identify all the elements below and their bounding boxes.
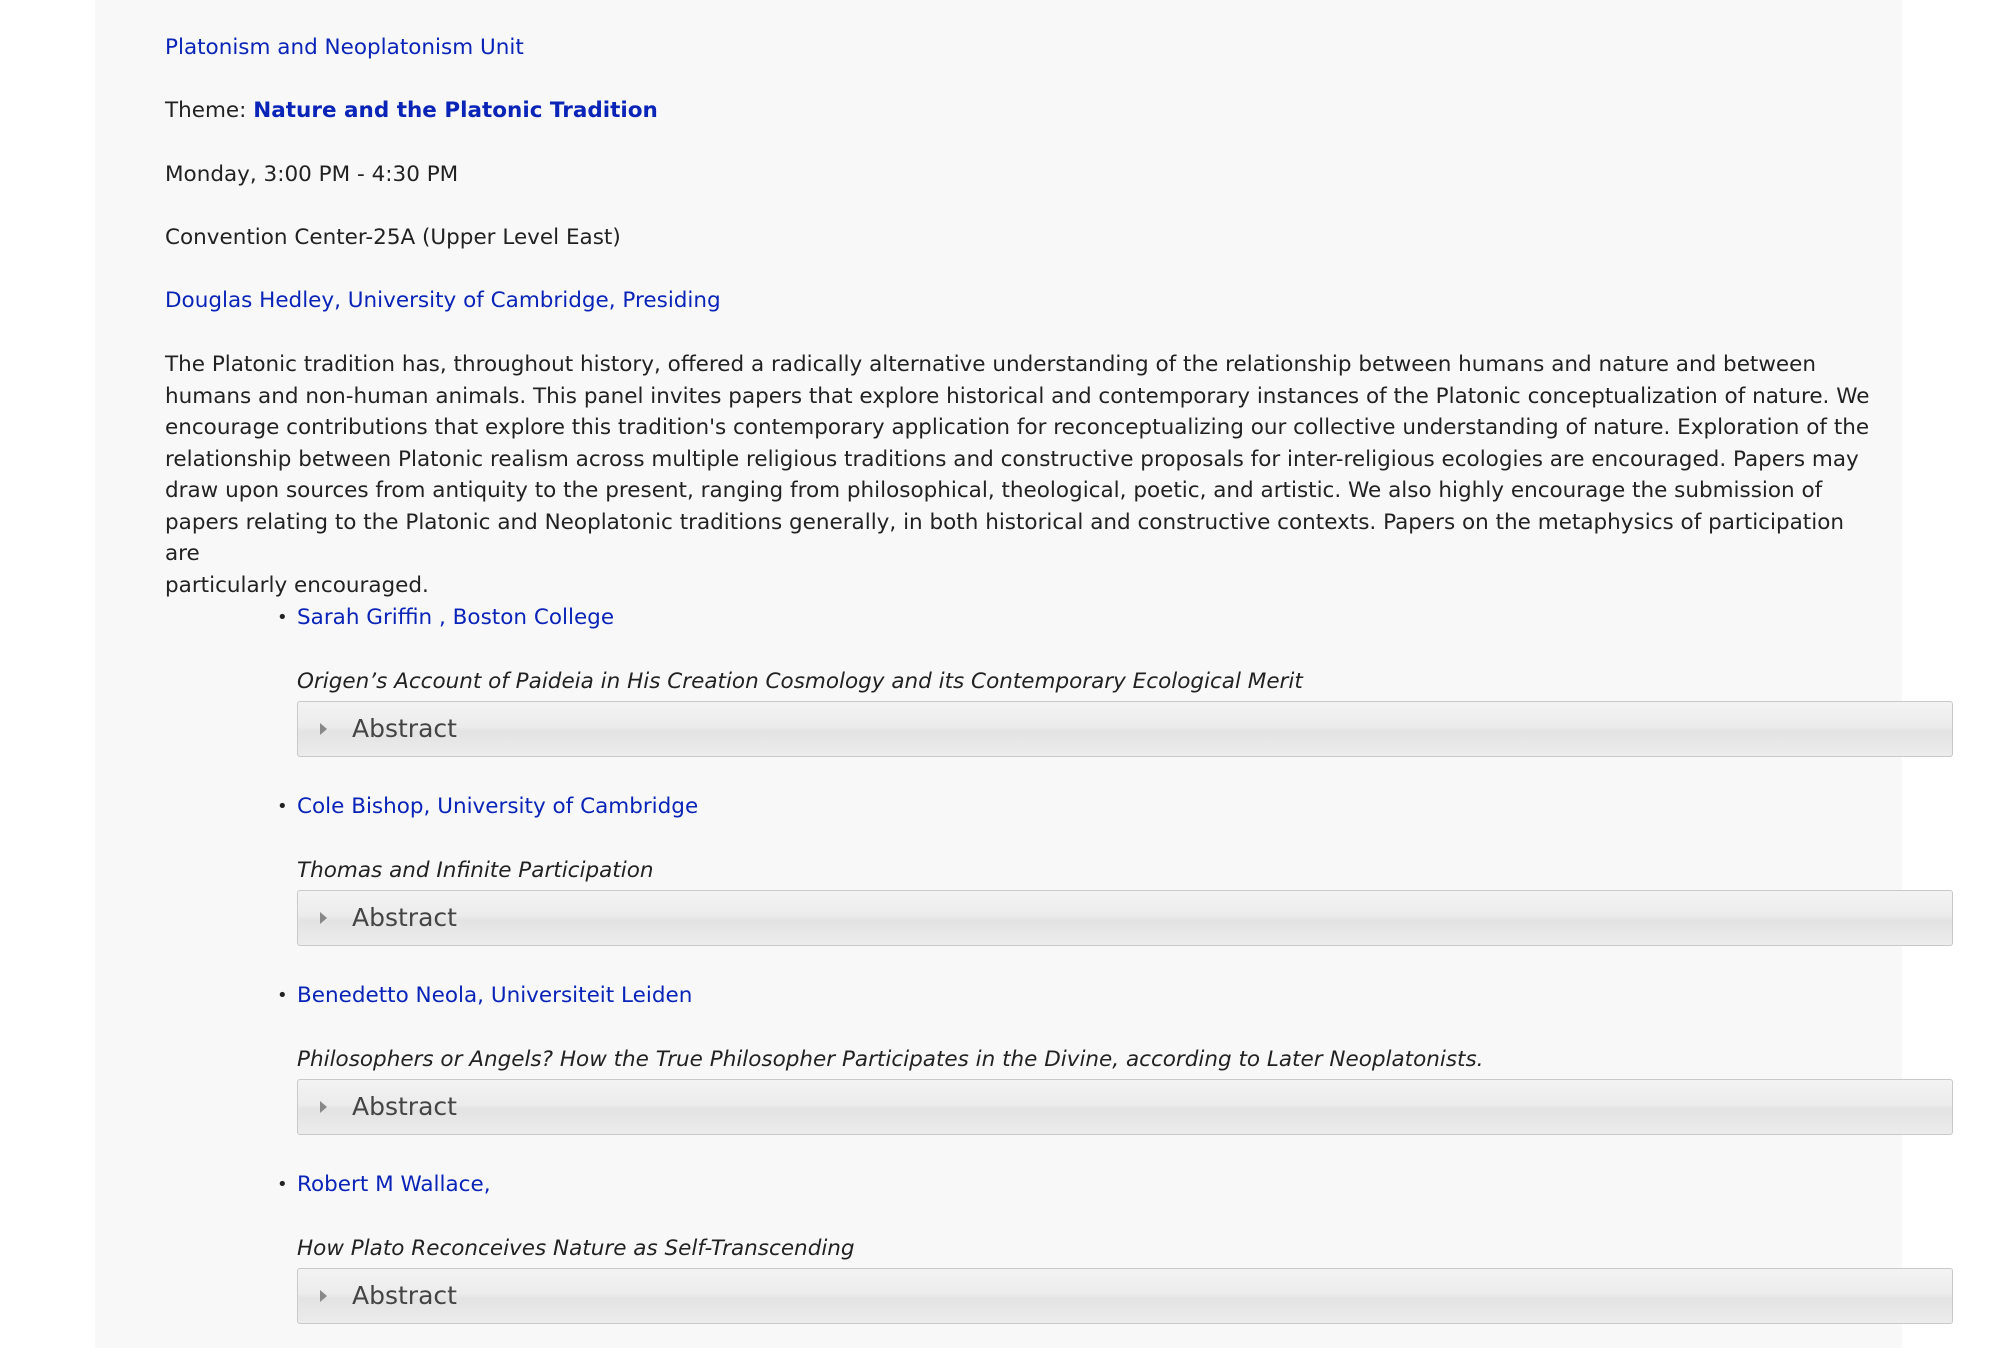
bullet: •: [277, 607, 288, 628]
description-line: particularly encouraged.: [165, 572, 429, 598]
session-description: [165, 349, 1885, 601]
paper-title-2: Thomas and Infinite Participation: [297, 858, 654, 883]
unit-name[interactable]: [165, 33, 524, 63]
abstract-toggle-2[interactable]: [297, 890, 1953, 946]
author-link[interactable]: Benedetto Neola, Universiteit Leiden: [297, 983, 693, 1008]
session-time: Monday, 3:00 PM - 4:30 PM: [165, 162, 459, 187]
paper-author-3[interactable]: [277, 981, 693, 1011]
theme-line: [165, 96, 658, 126]
theme-label: Theme:: [165, 98, 247, 123]
disclosure-arrow-icon: [320, 1101, 327, 1113]
paper-title-4: How Plato Reconceives Nature as Self-Transcending: [297, 1236, 855, 1261]
abstract-toggle-1[interactable]: [297, 701, 1953, 757]
abstract-label: Abstract: [352, 1281, 457, 1310]
paper-author-4[interactable]: [277, 1170, 491, 1200]
unit-link[interactable]: Platonism and Neoplatonism Unit: [165, 35, 524, 60]
description-line: The Platonic tradition has, throughout history, offered a radically alternative understanding of the relationship between humans and nature and between: [165, 352, 1817, 377]
description-line: relationship between Platonic realism across multiple religious traditions and constructive proposals for inter-religious ecologies are encouraged. Papers may: [165, 446, 1859, 472]
bullet: •: [277, 796, 288, 817]
description-line: humans and non-human animals. This panel invites papers that explore historical and contemporary instances of the Platonic conceptualization of nature. We: [165, 383, 1870, 409]
abstract-toggle-3[interactable]: [297, 1079, 1953, 1135]
abstract-label: Abstract: [352, 1092, 457, 1121]
disclosure-arrow-icon: [320, 912, 327, 924]
abstract-label: Abstract: [352, 714, 457, 743]
paper-author-1[interactable]: [277, 603, 615, 633]
paper-title-1: Origen’s Account of Paideia in His Creation Cosmology and its Contemporary Ecological Merit: [297, 669, 1303, 694]
disclosure-arrow-icon: [320, 723, 327, 735]
bullet: •: [277, 985, 288, 1006]
abstract-toggle-4[interactable]: [297, 1268, 1953, 1324]
abstract-label: Abstract: [352, 903, 457, 932]
paper-author-2[interactable]: [277, 792, 699, 822]
description-line: encourage contributions that explore this tradition's contemporary application for reconceptualizing our collective understanding of nature. Exploration of the: [165, 415, 1870, 440]
presider[interactable]: [165, 286, 721, 316]
disclosure-arrow-icon: [320, 1290, 327, 1302]
author-link[interactable]: Robert M Wallace,: [297, 1172, 491, 1197]
author-link[interactable]: Cole Bishop, University of Cambridge: [297, 794, 699, 819]
description-line: draw upon sources from antiquity to the present, ranging from philosophical, theological, poetic, and artistic. We also highly encourage the submission of: [165, 478, 1823, 503]
paper-title-3: Philosophers or Angels? How the True Philosopher Participates in the Divine, according to Later Neoplatonists.: [297, 1047, 1484, 1072]
session-location: Convention Center-25A (Upper Level East): [165, 225, 621, 250]
presider-link[interactable]: Douglas Hedley, University of Cambridge, Presiding: [165, 288, 721, 313]
bullet: •: [277, 1174, 288, 1195]
session-panel: [95, 0, 1902, 1348]
description-line: papers relating to the Platonic and Neoplatonic traditions generally, in both historical and constructive contexts. Papers on the metaphysics of participation are: [165, 509, 1844, 566]
theme-link[interactable]: Nature and the Platonic Tradition: [253, 98, 658, 123]
author-link[interactable]: Sarah Griffin , Boston College: [297, 605, 615, 630]
